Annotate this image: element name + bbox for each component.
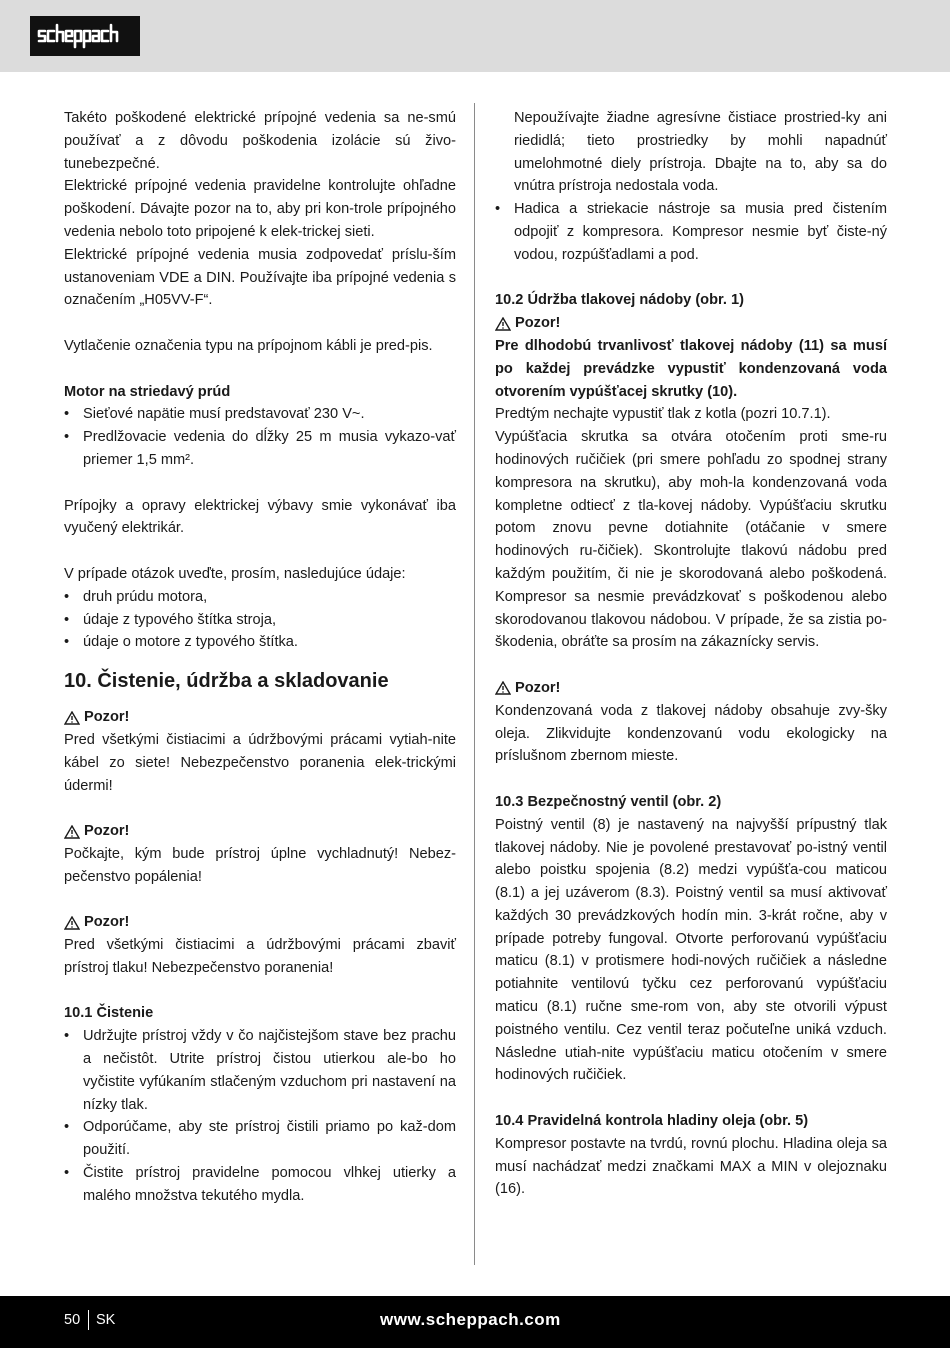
bullet-icon: •: [64, 429, 70, 446]
website-link[interactable]: www.scheppach.com: [380, 1310, 561, 1329]
bullet-icon: •: [64, 1119, 70, 1136]
cleaning-heading: 10.1 Čistenie: [64, 1005, 154, 1022]
paragraph-condensate: Kondenzovaná voda z tlakovej nádoby obsahuje zvy-šky oleja. Zlikvidujte kondenzovanú vodu ekologicky na príslušnom zbernom mieste.: [495, 702, 887, 765]
list-item: • Odporúčame, aby ste prístroj čistili priamo po kaž-dom použití.: [64, 1116, 456, 1162]
warning-triangle-icon: [495, 317, 511, 331]
oil-heading: 10.4 Pravidelná kontrola hladiny oleja (obr. 5): [495, 1113, 809, 1130]
list-item: • Hadica a striekacie nástroje sa musia pred čistením odpojiť z kompresora. Kompresor nesmie byť čiste-ný vodou, rozpúšťadlami a pod.: [495, 198, 887, 266]
list-item: • údaje o motore z typového štítka.: [64, 631, 456, 654]
paragraph-check-cables: Elektrické prípojné vedenia pravidelne kontrolujte ohľadne poškodení. Dávajte pozor na to, aby pri kon-trole prípojného vedenia nebolo toto pripojené k elek-trickej sieti.: [64, 178, 456, 240]
valve-heading: 10.3 Bezpečnostný ventil (obr. 2): [495, 793, 722, 810]
left-column: [64, 107, 456, 1208]
language-code: SK: [96, 1312, 116, 1328]
bullet-icon: •: [64, 611, 70, 628]
tank-heading: 10.2 Údržba tlakovej nádoby (obr. 1): [495, 292, 744, 309]
list-item: • údaje z typového štítka stroja,: [64, 609, 456, 632]
scheppach-logo: [30, 16, 140, 56]
list-item: • Sieťové napätie musí predstavovať 230 V~.: [64, 403, 456, 426]
section-title: 10. Čistenie, údržba a skladovanie: [64, 670, 389, 693]
warning-label: Pozor!: [64, 911, 456, 934]
bullet-icon: •: [64, 588, 70, 605]
warning-text: Pred všetkými čistiacimi a údržbovými prácami zbaviť prístroj tlaku! Nebezpečenstvo poranenia!: [64, 937, 456, 976]
list-item: • Predlžovacie vedenia do dĺžky 25 m musia vykazo-vať priemer 1,5 mm².: [64, 426, 456, 472]
warning-triangle-icon: [64, 916, 80, 930]
right-column: [495, 107, 887, 1201]
bullet-icon: •: [495, 201, 501, 218]
list-item: • Čistite prístroj pravidelne pomocou vlhkej utierky a malého množstva tekutého mydla.: [64, 1162, 456, 1208]
column-divider: [474, 103, 475, 1265]
page-number: 50: [64, 1312, 81, 1328]
bullet-icon: •: [64, 406, 70, 423]
tank-warning-text: Pre dlhodobú trvanlivosť tlakovej nádoby (11) sa musí po každej prevádzke vypustiť kondenzovaná voda otvorením vypúšťacej skrutky (10).: [495, 337, 887, 400]
footer-separator: [88, 1310, 89, 1330]
paragraph-vde-din: Elektrické prípojné vedenia musia zodpovedať príslu-ším ustanoveniam VDE a DIN. Používajte iba prípojné vedenia s označením „H05VV-F“.: [64, 246, 456, 309]
list-item: • Udržujte prístroj vždy v čo najčistejšom stave bez prachu a nečistôt. Utrite prístroj čistou utierkou ale-bo ho vyčistite vyfúkaním stlačeným vzduchom pri nastavení na nízky tlak.: [64, 1025, 456, 1116]
page-header: [0, 0, 950, 72]
scheppach-logo-mark: [35, 22, 135, 50]
paragraph-safety-valve: Poistný ventil (8) je nastavený na najvyšší prípustný tlak tlakovej nádoby. Nie je povolené prestavovať po-istný ventil alebo poistku spojenia (8.2) medzi vypúšťa-cou maticou (8.1) a jej uzáverom (8.3). Poistný ventil sa musí aktivovať každých 30 prevádzkových hodín min. 3-krát ročne, aby v prípade potreby fungoval. Otvorte perforovanú vypúšťaciu maticu (8.1) v protismere hodi-nových ručičiek a následne potiahnite ventilovú tyčku cez perforovanú vypúšťaciu maticu (8.1) ručne sme-rom von, aby ste otvorili výpust poistného ventilu. Cez ventil teraz počuteľne uniká vzduch. Následne utiah-nite vypúšťaciu maticu otočením v smere hodinových ručičiek.: [495, 816, 887, 1084]
paragraph-damaged-cables: Takéto poškodené elektrické prípojné vedenia sa ne-smú používať a z dôvodu poškodenia izolácie sú živo-tunebezpečné.: [64, 110, 456, 172]
motor-list: [64, 403, 456, 471]
paragraph-release-pressure: Predtým nechajte vypustiť tlak z kotla (pozri 10.7.1).: [495, 406, 831, 423]
bullet-icon: •: [64, 634, 70, 651]
warning-label: Pozor!: [64, 820, 456, 843]
warning-triangle-icon: [495, 681, 511, 695]
motor-heading: Motor na striedavý prúd: [64, 383, 231, 400]
paragraph-no-solvents: Nepoužívajte žiadne agresívne čistiace prostried-ky ani riedidlá; tieto prostriedky by mohli napadnúť umelohmotné diely prístroja. Dbajte na to, aby sa do vnútra prístroja nedostala voda.: [514, 110, 887, 195]
paragraph-queries: V prípade otázok uveďte, prosím, nasledujúce údaje:: [64, 565, 406, 582]
hose-list: [495, 198, 887, 266]
paragraph-electrician: Prípojky a opravy elektrickej výbavy smie vykonávať iba vyučený elektrikár.: [64, 497, 456, 537]
bullet-icon: •: [64, 1028, 70, 1045]
page-footer: [0, 1296, 950, 1348]
warning-label: Pozor!: [64, 706, 456, 729]
warning-label: Pozor!: [495, 677, 887, 700]
paragraph-drain-screw: Vypúšťacia skrutka sa otvára otočením proti sme-ru hodinových ručičiek (pri smere pohľadu zo spodnej strany kompresora na skrutku), aby moh-la kondenzovaná voda kompletne odtiecť z tla-kovej nádoby. Vypúšťaciu skrutku potom znovu pevne dotiahnite (otáčanie v smere hodinových ru-čičiek). Skontrolujte tlakovú nádobu pred každým použitím, či nie je skorodovaná alebo poškodená. Kompresor sa nesmie prevádzkovať s poškodenou alebo skorodovanou tlakovou nádobou. V prípade, že sa zistia po-škodenia, obráťte sa prosím na zákaznícky servis.: [495, 429, 887, 651]
warning-triangle-icon: [64, 825, 80, 839]
paragraph-oil-level: Kompresor postavte na tvrdú, rovnú plochu. Hladina oleja sa musí nachádzať medzi značkami MAX a MIN v olejoznaku (16).: [495, 1135, 887, 1198]
warning-text: Počkajte, kým bude prístroj úplne vychladnutý! Nebez-pečenstvo popálenia!: [64, 845, 456, 885]
list-item: • druh prúdu motora,: [64, 586, 456, 609]
warning-label: Pozor!: [495, 312, 887, 335]
query-list: [64, 586, 456, 654]
cleaning-list: [64, 1025, 456, 1207]
warning-text: Pred všetkými čistiacimi a údržbovými prácami vytiah-nite kábel zo siete! Nebezpečenstvo poranenia elek-trickými údermi!: [64, 731, 456, 794]
paragraph-type-marking: Vytlačenie označenia typu na prípojnom kábli je pred-pis.: [64, 337, 433, 354]
bullet-icon: •: [64, 1165, 70, 1182]
warning-triangle-icon: [64, 711, 80, 725]
